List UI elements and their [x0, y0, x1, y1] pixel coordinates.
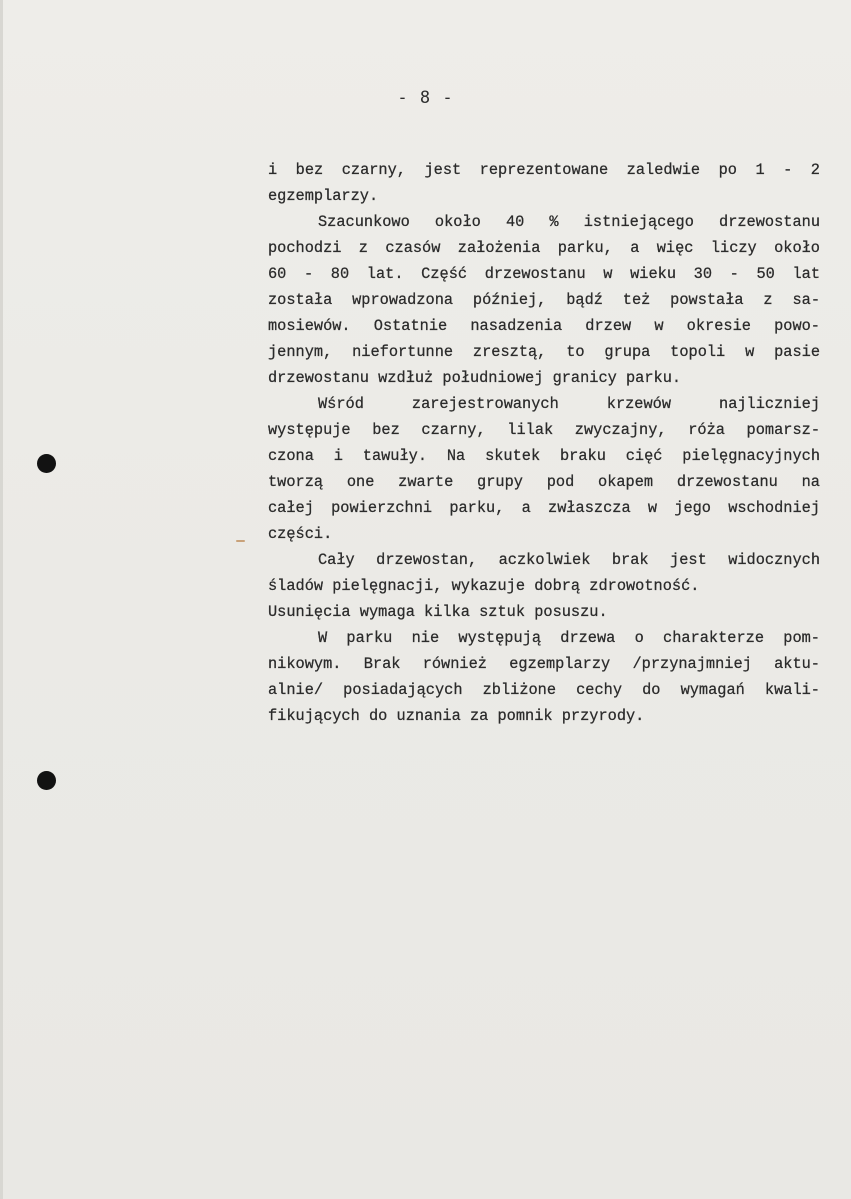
text-line: nikowym. Brak również egzemplarzy /przynajmniej aktu- — [268, 655, 820, 673]
text-line: została wprowadzona później, bądź też powstała z sa- — [268, 291, 820, 309]
page-number: - 8 - — [397, 88, 454, 108]
text-line: drzewostanu wzdłuż południowej granicy parku. — [268, 369, 682, 387]
text-line: Szacunkowo około 40 % istniejącego drzewostanu — [318, 213, 820, 231]
binder-hole-bottom — [37, 771, 56, 790]
text-line: Cały drzewostan, aczkolwiek brak jest widocznych — [318, 551, 820, 569]
page-edge — [0, 0, 3, 1199]
text-line: całej powierzchni parku, a zwłaszcza w jego wschodniej — [268, 499, 820, 517]
text-line: tworzą one zwarte grupy pod okapem drzewostanu na — [268, 473, 820, 491]
text-line: jennym, niefortunne zresztą, to grupa topoli w pasie — [268, 343, 820, 361]
text-line: pochodzi z czasów założenia parku, a więc liczy około — [268, 239, 820, 257]
text-line: mosiewów. Ostatnie nasadzenia drzew w okresie powo- — [268, 317, 820, 335]
text-line: śladów pielęgnacji, wykazuje dobrą zdrowotność. — [268, 577, 700, 595]
text-line: części. — [268, 525, 333, 543]
text-line: 60 - 80 lat. Część drzewostanu w wieku 30 - 50 lat — [268, 265, 820, 283]
text-line: i bez czarny, jest reprezentowane zaledwie po 1 - 2 — [268, 161, 820, 179]
text-line: czona i tawuły. Na skutek braku cięć pielęgnacyjnych — [268, 447, 820, 465]
text-line: Wśród zarejestrowanych krzewów najliczniej — [318, 395, 820, 413]
text-line: egzemplarzy. — [268, 187, 379, 205]
text-line: fikujących do uznania za pomnik przyrody. — [268, 707, 645, 725]
paper-mark — [236, 540, 245, 542]
binder-hole-top — [37, 454, 56, 473]
text-line: W parku nie występują drzewa o charakterze pom- — [318, 629, 820, 647]
text-line: występuje bez czarny, lilak zwyczajny, róża pomarsz- — [268, 421, 820, 439]
text-line: alnie/ posiadających zbliżone cechy do wymagań kwali- — [268, 681, 820, 699]
text-line: Usunięcia wymaga kilka sztuk posuszu. — [268, 603, 608, 621]
